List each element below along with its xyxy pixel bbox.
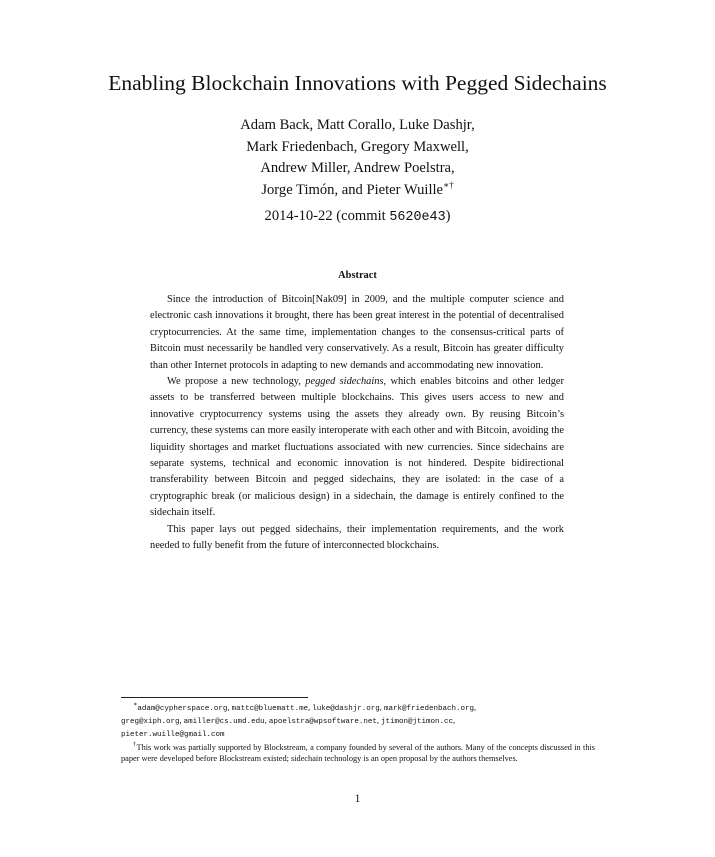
email-link[interactable]: jtimon@jtimon.cc	[381, 718, 454, 727]
abstract-paragraph-3: This paper lays out pegged sidechains, their implementation requirements, and the work needed to fully benefit from the future of interconnected blockchains.	[150, 523, 564, 552]
commit-hash: 5620e43	[389, 210, 446, 225]
author-line-4-text: Jorge Timón, and Pieter Wuille	[261, 181, 444, 198]
email-link[interactable]: greg@xiph.org	[121, 718, 180, 727]
footnotes	[121, 702, 595, 764]
email-separator: ,	[379, 703, 384, 712]
footnote-2-mark: †	[133, 740, 137, 748]
footnote-emails	[121, 702, 595, 742]
abstract-p2-start: We propose a new technology,	[167, 376, 306, 388]
email-link[interactable]: adam@cypherspace.org	[137, 705, 228, 713]
abstract-heading: Abstract	[338, 270, 377, 281]
email-separator: ,	[227, 703, 232, 712]
author-line-2: Mark Friedenbach, Gregory Maxwell,	[246, 138, 469, 155]
date-text: 2014-10-22 (commit	[264, 208, 390, 224]
date-close: )	[445, 208, 451, 224]
footnote-rule	[121, 697, 308, 698]
abstract-p2-emphasis: pegged sidechains	[305, 376, 384, 388]
author-footnote-marks: ∗†	[443, 179, 454, 190]
author-list	[0, 115, 715, 201]
abstract-body	[150, 292, 564, 555]
footnote-funding	[121, 742, 595, 764]
footnote-1-mark: ∗	[133, 701, 138, 709]
email-separator: ,	[473, 703, 477, 712]
email-separator: ,	[453, 716, 456, 726]
author-line-4	[0, 180, 715, 202]
page-number: 1	[354, 793, 361, 805]
author-line-1: Adam Back, Matt Corallo, Luke Dashjr,	[240, 117, 475, 133]
email-link[interactable]: apoelstra@wpsoftware.net	[268, 718, 377, 727]
abstract-paragraph-1: Since the introduction of Bitcoin[Nak09] in 2009, and the multiple computer science and electronic cash innovations it brought, there has been great interest in the potential of decentralised cryptocurrencies. At the same time, implementation changes to the consensus-critical parts of Bitcoin must necessarily be handled very conservatively. As a result, Bitcoin has greater difficulty than other Internet protocols in adapting to new demands and accommodating new innovation.	[150, 294, 564, 371]
email-separator: ,	[308, 703, 313, 712]
paper-title: Enabling Blockchain Innovations with Pegged Sidechains	[108, 71, 607, 95]
abstract-paragraph-2	[150, 374, 564, 522]
abstract-p2-rest: , which enables bitcoins and other ledger assets to be transferred between multiple blockchains. This gives users access to new and innovative cryptocurrency systems using the assets they already own. By reusing Bitcoin’s currency, these systems can more easily interoperate with each other and with Bitcoin, avoiding the liquidity shortages and market fluctuations associated with new currencies. Since sidechains are separate systems, technical and economic innovation is not hindered. Despite bidirectional transferability between Bitcoin and pegged sidechains, they are isolated: in the case of a cryptographic break (or malicious design) in a sidechain, the damage is entirely confined to the sidechain itself.	[150, 376, 565, 519]
email-separator: ,	[376, 716, 382, 726]
email-link[interactable]: amiller@cs.umd.edu	[183, 718, 265, 727]
email-link[interactable]: luke@dashjr.org	[312, 705, 380, 713]
footnote-2-text: This work was partially supported by Blockstream, a company founded by several of the authors. Many of the concepts discussed in this paper were developed before Blockstream existed; sidechain technology is an open proposal by the authors themselves.	[121, 742, 596, 763]
email-separator: ,	[179, 716, 184, 726]
email-separator: ,	[264, 716, 269, 726]
author-line-3: Andrew Miller, Andrew Poelstra,	[260, 160, 455, 176]
email-link[interactable]: mattc@bluematt.me	[231, 705, 309, 713]
email-link[interactable]: pieter.wuille@gmail.com	[121, 731, 225, 740]
email-link[interactable]: mark@friedenbach.org	[383, 705, 474, 713]
paper-date	[0, 207, 715, 227]
